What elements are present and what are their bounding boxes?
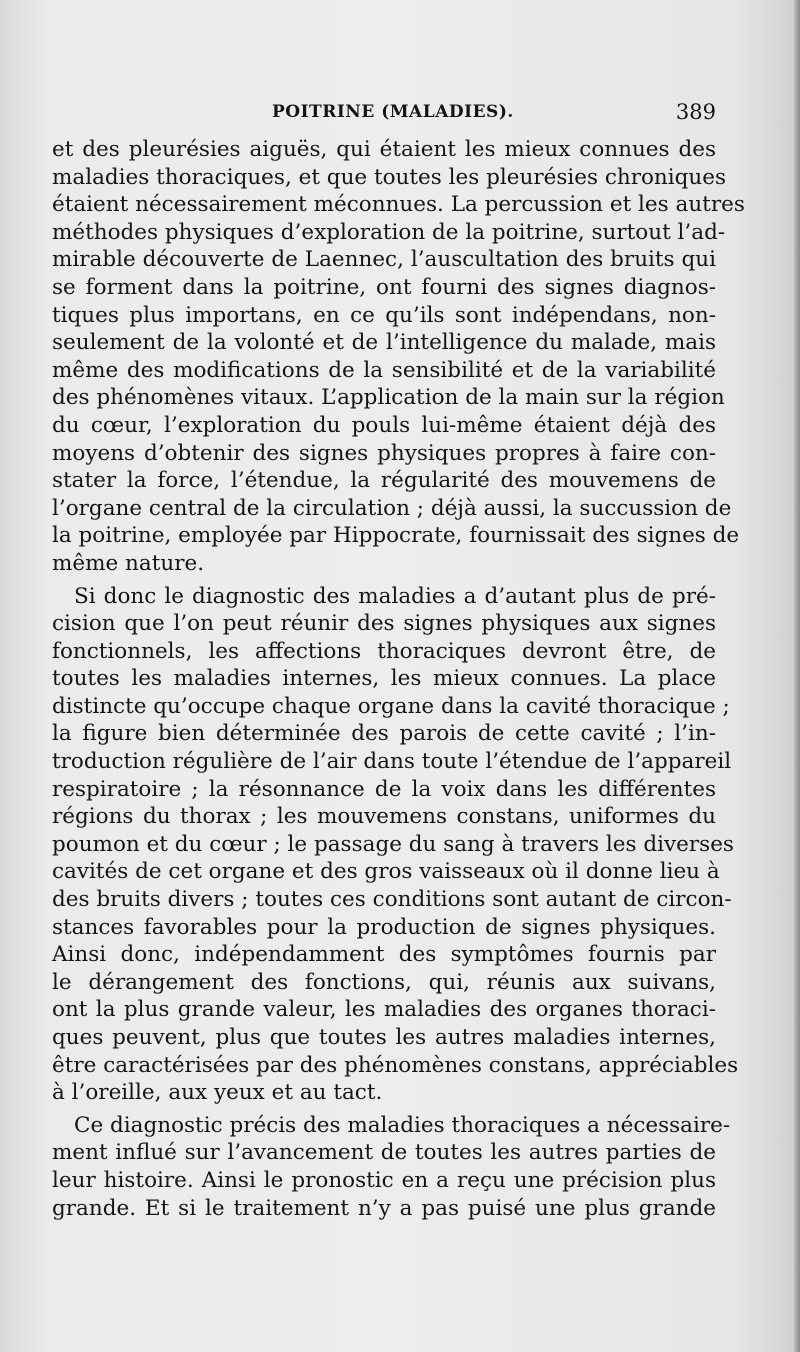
text-line: du cœur, l’exploration du pouls lui-même étaient déjà des: [52, 412, 716, 438]
paragraph: [52, 583, 739, 1107]
text-line: cision que l’on peut réunir des signes physiques aux signes: [52, 611, 716, 637]
text-line: fonctionnels, les affections thoraciques devront être, de: [52, 638, 716, 664]
text-line: stances favorables pour la production de signes physiques.: [52, 914, 716, 940]
text-line: la poitrine, employée par Hippocrate, fournissait des signes de: [52, 523, 740, 549]
text-line: et des pleurésies aiguës, qui étaient les mieux connues des: [52, 137, 716, 162]
text-line: leur histoire. Ainsi le pronostic en a reçu une précision plus: [52, 1167, 716, 1193]
text-line: seulement de la volonté et de l’intelligence du malade, mais: [52, 330, 716, 356]
text-line: respiratoire ; la résonnance de la voix dans les différentes: [52, 776, 716, 802]
body-text: [52, 136, 745, 1222]
paragraph: [52, 136, 745, 578]
text-line: maladies thoraciques, et que toutes les pleurésies chroniques: [52, 164, 727, 190]
text-line: moyens d’obtenir des signes physiques propres à faire con-: [52, 440, 716, 466]
text-line: mirable découverte de Laennec, l’auscultation des bruits qui: [52, 247, 716, 273]
text-line: distincte qu’occupe chaque organe dans la cavité thoracique ;: [52, 693, 730, 719]
text-line: le dérangement des fonctions, qui, réunis aux suivans,: [52, 969, 716, 995]
text-line: Ainsi donc, indépendamment des symptômes fournis par: [52, 942, 716, 968]
text-line: méthodes physiques d’exploration de la poitrine, surtout l’ad-: [52, 219, 726, 245]
text-line: ont la plus grande valeur, les maladies des organes thoraci-: [52, 997, 716, 1023]
text-line: même des modifications de la sensibilité et de la variabilité: [52, 357, 716, 383]
text-line: ment influé sur l’avancement de toutes les autres parties de: [52, 1140, 716, 1166]
text-line: même nature.: [52, 550, 205, 576]
page-edge: [794, 0, 800, 1352]
text-line: des bruits divers ; toutes ces conditions sont autant de circon-: [52, 887, 732, 913]
text-line: stater la force, l’étendue, la régularité des mouvemens de: [52, 468, 716, 494]
text-line: étaient nécessairement méconnues. La percussion et les autres: [52, 192, 745, 218]
text-line: régions du thorax ; les mouvemens constans, uniformes du: [52, 804, 716, 830]
page-header: [52, 100, 716, 130]
text-line: à l’oreille, aux yeux et au tact.: [52, 1080, 383, 1106]
text-line: l’organe central de la circulation ; déjà aussi, la succussion de: [52, 495, 732, 521]
text-line: cavités de cet organe et des gros vaisseaux où il donne lieu à: [52, 859, 720, 885]
text-line: grande. Et si le traitement n’y a pas puisé une plus grande: [52, 1195, 716, 1221]
text-line: ques peuvent, plus que toutes les autres maladies internes,: [52, 1025, 716, 1050]
text-line: la figure bien déterminée des parois de cette cavité ; l’in-: [52, 721, 716, 747]
text-line: toutes les maladies internes, les mieux connues. La place: [52, 666, 716, 692]
text-line: se forment dans la poitrine, ont fourni des signes diagnos-: [52, 274, 716, 300]
text-line: tiques plus importans, en ce qu’ils sont indépendans, non-: [52, 302, 716, 328]
text-line: poumon et du cœur ; le passage du sang à travers les diverses: [52, 831, 734, 857]
text-line: troduction régulière de l’air dans toute l’étendue de l’appareil: [52, 749, 732, 775]
running-head: POITRINE (MALADIES).: [272, 102, 514, 122]
text-line: Si donc le diagnostic des maladies a d’autant plus de pré-: [74, 583, 716, 609]
text-line: Ce diagnostic précis des maladies thoraciques a nécessaire-: [74, 1112, 731, 1138]
page-number: 389: [675, 100, 716, 124]
text-line: être caractérisées par des phénomènes constans, appréciables: [52, 1052, 739, 1078]
text-line: des phénomènes vitaux. L’application de la main sur la région: [52, 385, 725, 411]
paragraph: [52, 1112, 731, 1222]
